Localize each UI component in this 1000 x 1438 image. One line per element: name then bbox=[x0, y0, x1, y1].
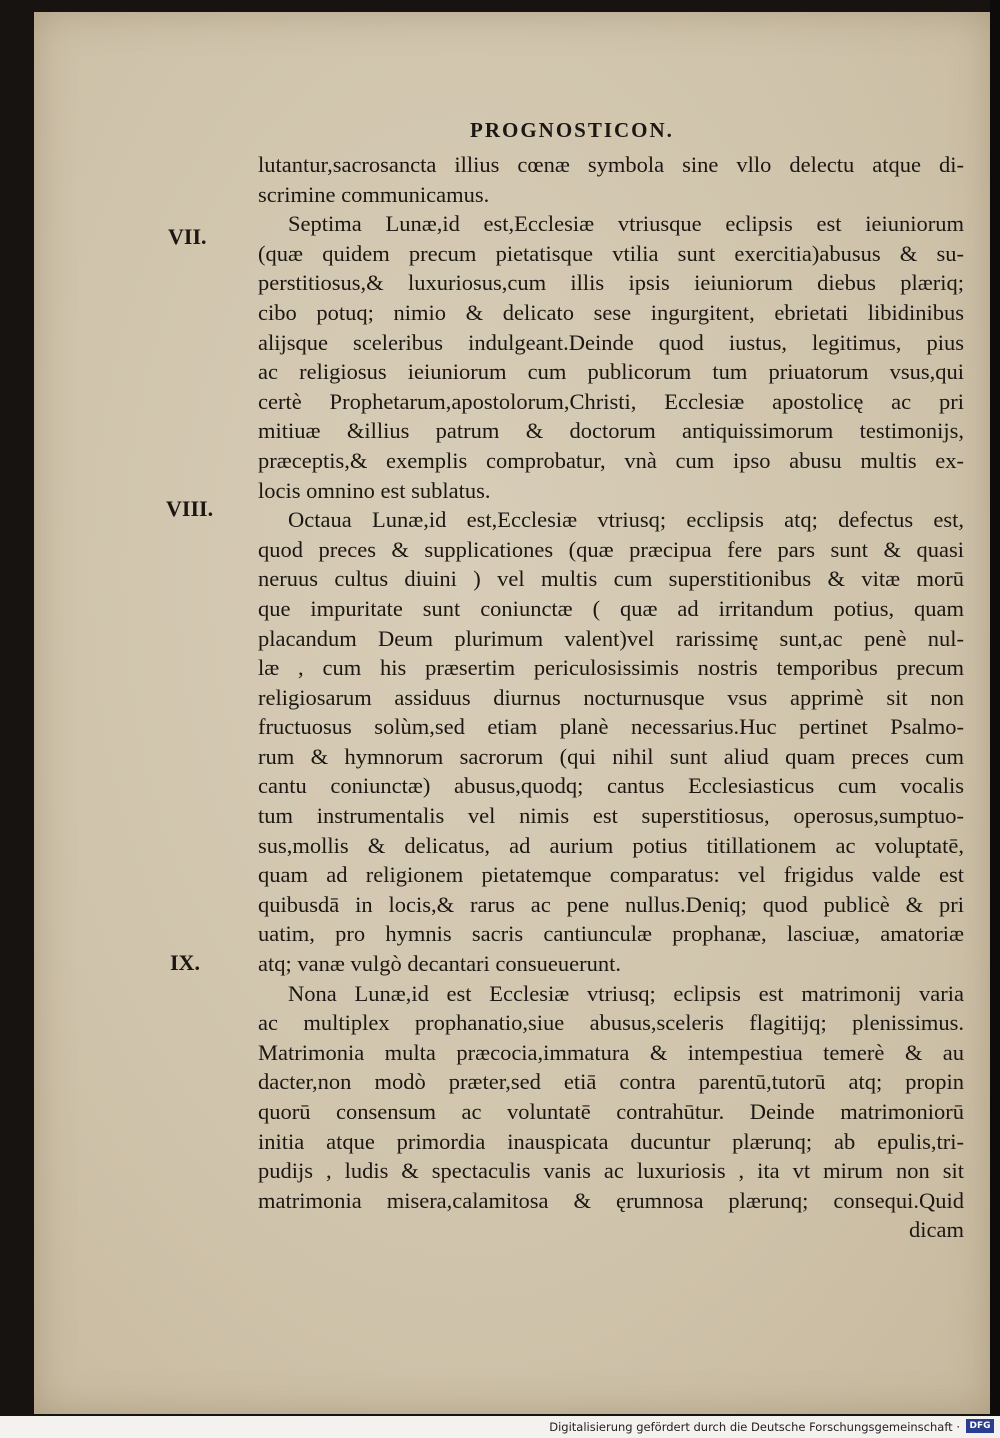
text-line: scrimine communicamus. bbox=[258, 181, 490, 207]
funding-credit: Digitalisierung gefördert durch die Deutsche Forschungsgemeinschaft · bbox=[549, 1420, 960, 1434]
text-line: rum & hymnorum sacrorum (qui nihil sunt aliud quam preces cum bbox=[258, 743, 964, 769]
text-line: cantu coniunctæ) abusus,quodq; cantus Ecclesiasticus cum vocalis bbox=[258, 773, 964, 799]
text-line: religiosarum assiduus diurnus nocturnusque vsus apprimè sit non bbox=[258, 684, 964, 710]
text-line: certè Prophetarum,apostolorum,Christi, Ecclesiæ apostolicę ac pri bbox=[258, 388, 964, 414]
text-line: placandum Deum plurimum valent)vel rarissimę sunt,ac penè nul- bbox=[258, 625, 964, 651]
text-line: quibusdā in locis,& rarus ac pene nullus.Deniq; quod publicè & pri bbox=[258, 891, 964, 917]
text-line: mitiuæ &illius patrum & doctorum antiquissimorum testimonijs, bbox=[258, 418, 964, 444]
text-line: Octaua Lunæ,id est,Ecclesiæ vtriusq; ecclipsis atq; defectus est, bbox=[288, 507, 964, 533]
body-text bbox=[258, 150, 964, 1245]
text-line: initia atque primordia inauspicata ducuntur plærunq; ab epulis,tri- bbox=[258, 1128, 964, 1154]
text-line: neruus cultus diuini ) vel multis cum superstitionibus & vitæ morū bbox=[258, 566, 964, 592]
margin-numeral-ix: IX. bbox=[170, 950, 200, 975]
text-line: quorū consensum ac voluntatē contrahūtur. Deinde matrimoniorū bbox=[258, 1099, 964, 1124]
text-line: quam ad religionem pietatemque comparatus: vel frigidus valde est bbox=[258, 862, 964, 888]
text-line: Matrimonia multa præcocia,immatura & intempestiua temerè & au bbox=[258, 1039, 964, 1065]
text-line: matrimonia misera,calamitosa & ęrumnosa plærunq; consequi.Quid bbox=[258, 1187, 964, 1213]
dfg-logo: DFG bbox=[966, 1419, 994, 1433]
text-line: atq; vanæ vulgò decantari consueuerunt. bbox=[258, 951, 622, 977]
margin-numeral-vii: VII. bbox=[168, 224, 207, 249]
text-line: cibo potuq; nimio & delicato sese ingurgitent, ebrietati libidinibus bbox=[258, 299, 964, 325]
text-line: Septima Lunæ,id est,Ecclesiæ vtriusque eclipsis est ieiuniorum bbox=[288, 211, 964, 237]
text-line: que impuritate sunt coniunctæ ( quæ ad irritandum potius, quam bbox=[258, 595, 964, 621]
text-line: tum instrumentalis vel nimis est superstitiosus, operosus,sumptuo- bbox=[258, 803, 964, 829]
text-line: (quæ quidem precum pietatisque vtilia sunt exercitia)abusus & su- bbox=[258, 240, 964, 266]
text-line: fructuosus solùm,sed etiam planè necessarius.Huc pertinet Psalmo- bbox=[258, 714, 964, 740]
text-line: locis omnino est sublatus. bbox=[258, 477, 491, 503]
margin-numeral-viii: VIII. bbox=[166, 496, 214, 521]
text-line: ac religiosus ieiuniorum cum publicorum tum priuatorum vsus,qui bbox=[258, 359, 964, 385]
text-line: pudijs , ludis & spectaculis vanis ac luxuriosis , ita vt mirum non sit bbox=[258, 1158, 964, 1184]
text-line: uatim, pro hymnis sacris cantiunculæ prophanæ, lasciuæ, amatoriæ bbox=[258, 921, 964, 947]
text-line: quod preces & supplicationes (quæ præcipua fere pars sunt & quasi bbox=[258, 536, 964, 562]
catchword: dicam bbox=[909, 1217, 964, 1243]
text-line: ac multiplex prophanatio,siue abusus,sceleris flagitijq; plenissimus. bbox=[258, 1010, 964, 1036]
text-line: perstitiosus,& luxuriosus,cum illis ipsis ieiuniorum diebus plæriq; bbox=[258, 270, 964, 296]
text-line: dacter,non modò præter,sed etiā contra parentū,tutorū atq; propin bbox=[258, 1069, 964, 1095]
text-line: alijsque sceleribus indulgeant.Deinde quod iustus, legitimus, pius bbox=[258, 329, 964, 355]
text-line: lutantur,sacrosancta illius cœnæ symbola sine vllo delectu atque di- bbox=[258, 152, 964, 177]
text-line: præceptis,& exemplis comprobatur, vnà cum ipso abusu multis ex- bbox=[258, 447, 964, 473]
text-line: læ , cum his præsertim periculosissimis nostris temporibus precum bbox=[258, 655, 964, 681]
footer-bar bbox=[0, 1416, 1000, 1438]
running-head: PROGNOSTICON. bbox=[470, 118, 674, 142]
scan-edge bbox=[990, 0, 1000, 1416]
text-line: Nona Lunæ,id est Ecclesiæ vtriusq; eclipsis est matrimonij varia bbox=[288, 980, 964, 1006]
text-line: sus,mollis & delicatus, ad aurium potius titillationem ac voluptatē, bbox=[258, 832, 964, 858]
